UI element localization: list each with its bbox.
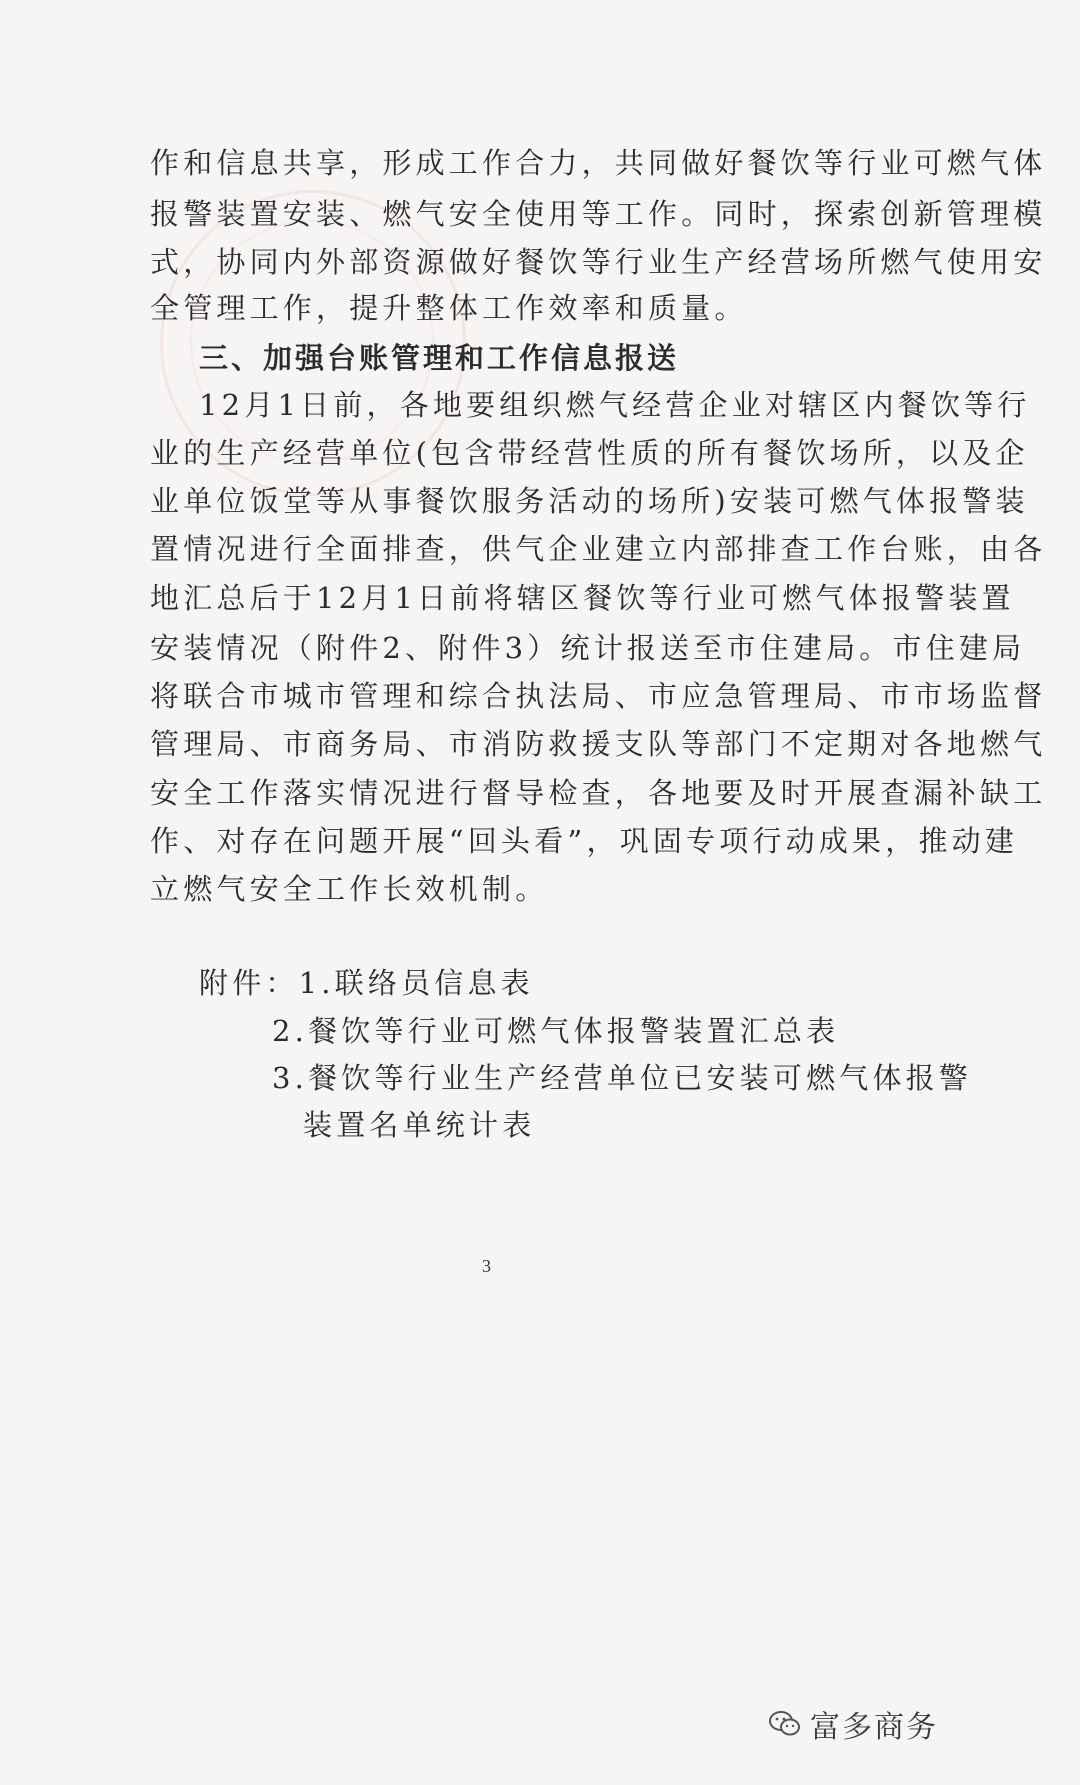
body-line: 作和信息共享，形成工作合力，共同做好餐饮等行业可燃气体 [150, 146, 1047, 180]
body-line: 安全工作落实情况进行督导检查，各地要及时开展查漏补缺工 [150, 776, 1047, 810]
attachment-line: 3.餐饮等行业生产经营单位已安装可燃气体报警 [272, 1061, 973, 1095]
body-line: 全管理工作，提升整体工作效率和质量。 [150, 291, 748, 325]
attachment-line: 附件：1.联络员信息表 [199, 966, 534, 1000]
body-line: 式，协同内外部资源做好餐饮等行业生产经营场所燃气使用安 [150, 245, 1047, 279]
body-line: 12月1日前，各地要组织燃气经营企业对辖区内餐饮等行 [199, 388, 1031, 422]
page-number: 3 [482, 1256, 491, 1276]
body-line: 业的生产经营单位(包含带经营性质的所有餐饮场所，以及企 [150, 436, 1029, 470]
body-line: 将联合市城市管理和综合执法局、市应急管理局、市市场监督 [150, 679, 1047, 713]
body-line: 立燃气安全工作长效机制。 [150, 872, 549, 906]
wechat-watermark [768, 1702, 938, 1746]
body-line: 业单位饭堂等从事餐饮服务活动的场所)安装可燃气体报警装 [150, 484, 1029, 518]
body-line: 作、对存在问题开展“回头看”，巩固专项行动成果，推动建 [150, 824, 1019, 858]
body-line: 置情况进行全面排查，供气企业建立内部排查工作台账，由各 [150, 532, 1047, 566]
attachment-line: 2.餐饮等行业可燃气体报警装置汇总表 [272, 1014, 840, 1048]
body-line: 管理局、市商务局、市消防救援支队等部门不定期对各地燃气 [150, 727, 1047, 761]
wechat-icon [768, 1709, 802, 1739]
attachment-line: 装置名单统计表 [303, 1108, 536, 1142]
section-heading: 三、加强台账管理和工作信息报送 [199, 341, 680, 375]
body-line: 地汇总后于12月1日前将辖区餐饮等行业可燃气体报警装置 [150, 581, 1015, 615]
body-line: 报警装置安装、燃气安全使用等工作。同时，探索创新管理模 [150, 197, 1047, 231]
body-line: 安装情况（附件2、附件3）统计报送至市住建局。市住建局 [150, 631, 1026, 665]
watermark-text: 富多商务 [810, 1710, 938, 1745]
